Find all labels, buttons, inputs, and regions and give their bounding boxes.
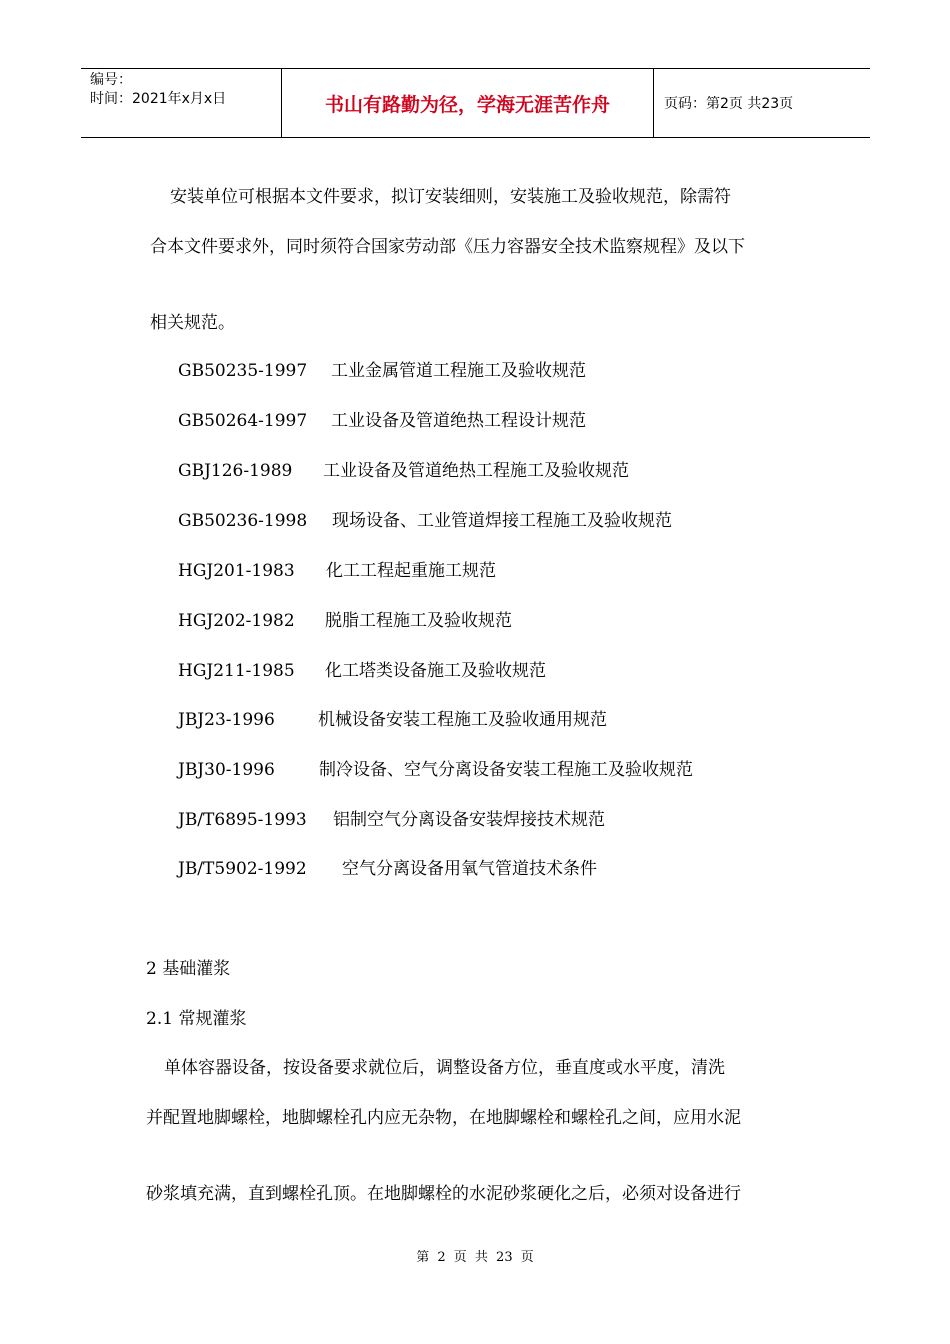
standard-row <box>178 610 512 632</box>
header-page-info: 页码：第2页 共23页 <box>664 96 794 112</box>
header-motto: 书山有路勤为径，学海无涯苦作舟 <box>282 69 654 137</box>
standard-row <box>178 858 597 880</box>
standard-code: HGJ202-1982 <box>178 611 295 631</box>
standard-code: GB50264-1997 <box>178 411 308 431</box>
header-meta <box>81 69 282 137</box>
standard-code: JB/T5902-1992 <box>178 859 307 879</box>
para-line-3: 砂浆填充满，直到螺栓孔顶。在地脚螺栓的水泥砂浆硬化之后，必须对设备进行 <box>146 1184 741 1204</box>
intro-line-3: 相关规范。 <box>150 313 235 333</box>
section-heading: 2 基础灌浆 <box>146 959 231 979</box>
standard-title: 机械设备安装工程施工及验收通用规范 <box>318 710 607 730</box>
standard-row <box>178 709 607 731</box>
standard-row <box>178 560 496 582</box>
subsection-heading: 2.1 常规灌浆 <box>146 1009 247 1029</box>
standard-code: HGJ211-1985 <box>178 661 295 681</box>
standard-row <box>178 809 605 831</box>
standard-title: 化工工程起重施工规范 <box>326 561 496 581</box>
standard-row <box>178 460 629 482</box>
standard-code: JB/T6895-1993 <box>178 810 307 830</box>
para-line-2: 并配置地脚螺栓，地脚螺栓孔内应无杂物，在地脚螺栓和螺栓孔之间，应用水泥 <box>146 1108 741 1128</box>
standard-code: JBJ30-1996 <box>178 760 275 780</box>
standard-code: GB50235-1997 <box>178 361 308 381</box>
standard-title: 空气分离设备用氧气管道技术条件 <box>342 859 597 879</box>
page-header <box>81 68 870 138</box>
intro-line-2: 合本文件要求外，同时须符合国家劳动部《压力容器安全技术监察规程》及以下 <box>150 237 745 257</box>
standard-title: 工业设备及管道绝热工程施工及验收规范 <box>323 461 629 481</box>
intro-line-1: 安装单位可根据本文件要求，拟订安装细则，安装施工及验收规范，除需符 <box>170 187 731 207</box>
standard-title: 工业金属管道工程施工及验收规范 <box>331 361 586 381</box>
standard-title: 现场设备、工业管道焊接工程施工及验收规范 <box>332 511 672 531</box>
standard-row <box>178 360 586 382</box>
serial-label: 编号： <box>90 72 132 88</box>
standard-title: 工业设备及管道绝热工程设计规范 <box>331 411 586 431</box>
standard-code: GB50236-1998 <box>178 511 308 531</box>
standard-code: HGJ201-1983 <box>178 561 295 581</box>
time-label: 时间：2021年x月x日 <box>90 91 227 107</box>
standard-title: 铝制空气分离设备安装焊接技术规范 <box>333 810 605 830</box>
standard-title: 化工塔类设备施工及验收规范 <box>325 661 546 681</box>
standard-row <box>178 410 586 432</box>
standard-title: 脱脂工程施工及验收规范 <box>325 611 512 631</box>
standard-title: 制冷设备、空气分离设备安装工程施工及验收规范 <box>319 760 693 780</box>
para-line-1: 单体容器设备，按设备要求就位后，调整设备方位，垂直度或水平度，清洗 <box>164 1058 725 1078</box>
standard-row <box>178 510 672 532</box>
standard-code: GBJ126-1989 <box>178 461 293 481</box>
standard-code: JBJ23-1996 <box>178 710 275 730</box>
standard-row <box>178 660 546 682</box>
page-footer: 第 2 页 共 23 页 <box>416 1250 534 1265</box>
standard-row <box>178 759 693 781</box>
